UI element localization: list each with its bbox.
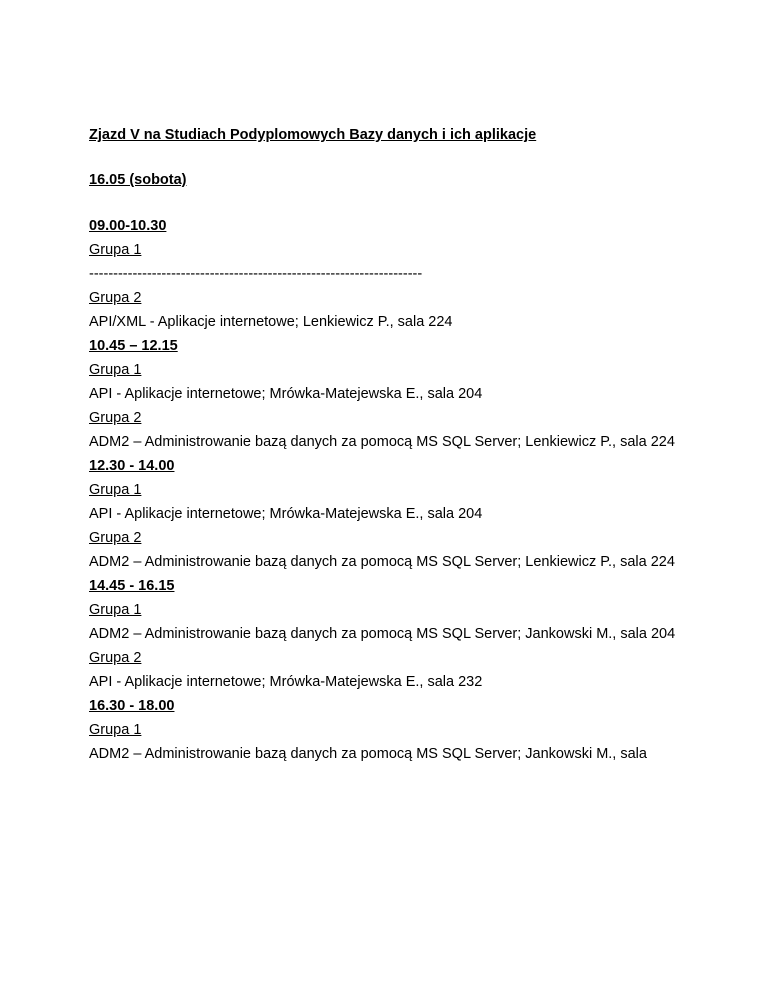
time-slot (89, 574, 689, 694)
document-title: Zjazd V na Studiach Podyplomowych Bazy danych i ich aplikacje (89, 127, 537, 143)
course-entry: ADM2 – Administrowanie bazą danych za pomocą MS SQL Server; Lenkiewicz P., sala 224 (89, 554, 675, 570)
slot-time: 09.00-10.30 (89, 218, 167, 234)
group-label: Grupa 2 (89, 650, 142, 666)
course-entry: API - Aplikacje internetowe; Mrówka-Matejewska E., sala 232 (89, 674, 483, 690)
time-slot (89, 334, 689, 454)
group-label: Grupa 2 (89, 290, 142, 306)
course-entry: ADM2 – Administrowanie bazą danych za pomocą MS SQL Server; Jankowski M., sala 204 (89, 626, 676, 642)
day-heading: 16.05 (sobota) (89, 172, 187, 188)
schedule (89, 214, 689, 766)
group-label: Grupa 1 (89, 242, 142, 258)
time-slot (89, 214, 689, 334)
course-entry: ADM2 – Administrowanie bazą danych za pomocą MS SQL Server; Lenkiewicz P., sala 224 (89, 434, 675, 450)
slot-time: 12.30 - 14.00 (89, 458, 175, 474)
slot-time: 16.30 - 18.00 (89, 698, 175, 714)
course-entry: API - Aplikacje internetowe; Mrówka-Matejewska E., sala 204 (89, 386, 483, 402)
group-label: Grupa 1 (89, 602, 142, 618)
time-slot (89, 454, 689, 574)
group-label: Grupa 1 (89, 482, 142, 498)
slot-time: 14.45 - 16.15 (89, 578, 175, 594)
group-label: Grupa 2 (89, 530, 142, 546)
time-slot (89, 694, 689, 766)
course-entry: ADM2 – Administrowanie bazą danych za pomocą MS SQL Server; Jankowski M., sala (89, 746, 647, 762)
group-label: Grupa 2 (89, 410, 142, 426)
group-label: Grupa 1 (89, 362, 142, 378)
group-label: Grupa 1 (89, 722, 142, 738)
course-entry: --------------------------------------------------------------------- (89, 266, 423, 282)
course-entry: API/XML - Aplikacje internetowe; Lenkiewicz P., sala 224 (89, 314, 453, 330)
course-entry: API - Aplikacje internetowe; Mrówka-Matejewska E., sala 204 (89, 506, 483, 522)
slot-time: 10.45 – 12.15 (89, 338, 178, 354)
